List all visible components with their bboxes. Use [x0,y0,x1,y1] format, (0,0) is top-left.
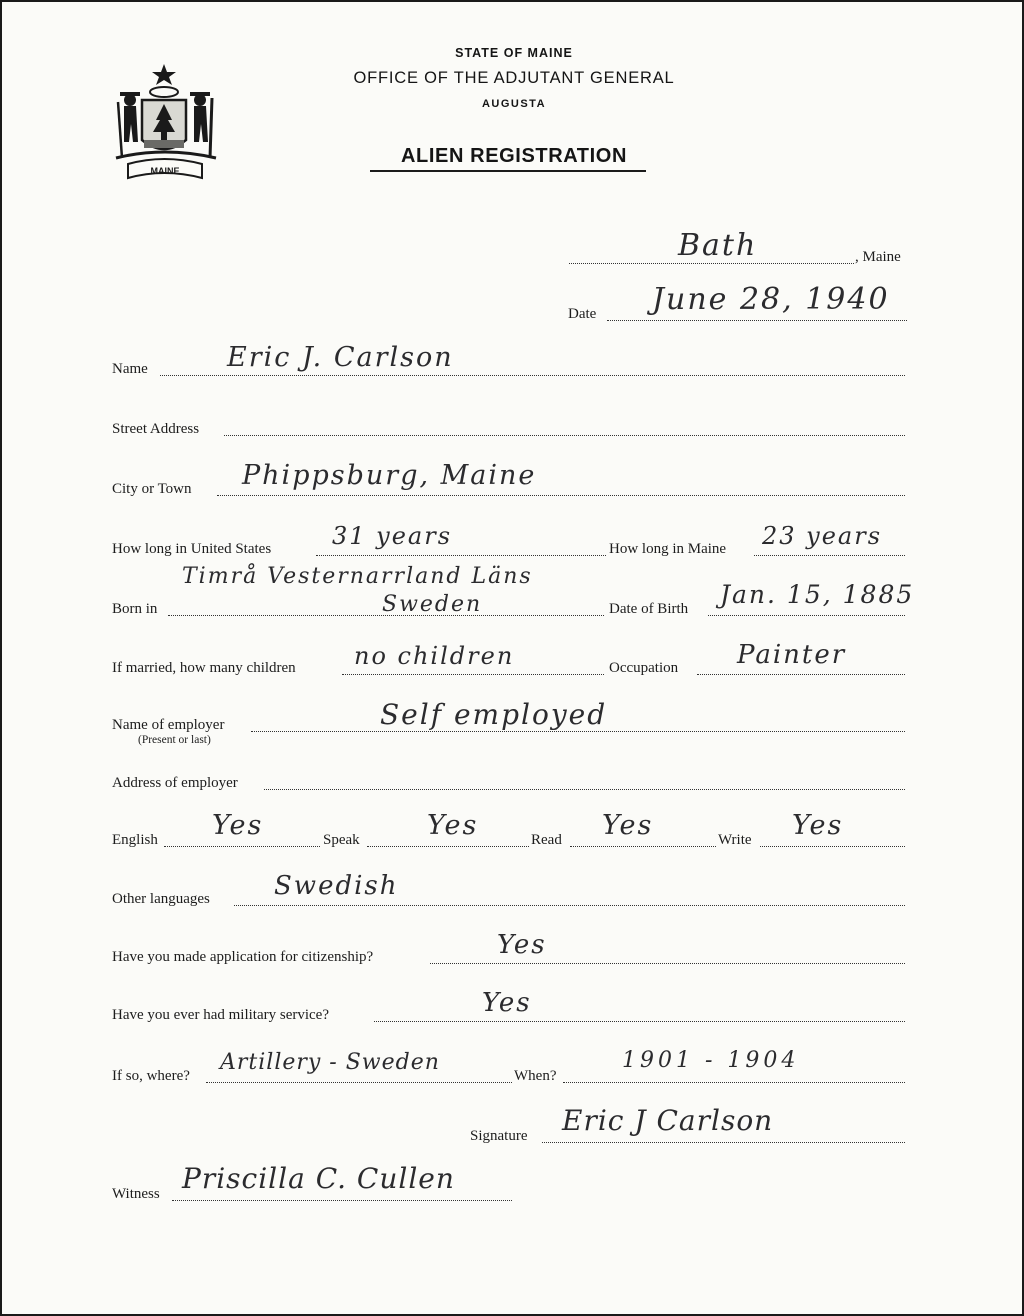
children-label: If married, how many children [112,660,296,676]
maine-label: , Maine [855,249,901,265]
signature-label: Signature [470,1128,528,1144]
when-label: When? [514,1068,557,1084]
years-maine-value: 23 years [762,522,883,550]
speak-label: Speak [323,832,360,848]
military-line [374,1021,905,1022]
children-line [342,674,604,675]
years-us-label: How long in United States [112,541,272,557]
read-line [570,846,716,847]
english-line [164,846,320,847]
occupation-label: Occupation [609,660,679,676]
years-us-line [316,555,606,556]
date-value: June 28, 1940 [652,282,890,317]
occupation-value: Painter [737,640,847,670]
citizenship-label: Have you made application for citizenship? [112,949,374,965]
english-label: English [112,832,158,848]
employer-note: (Present or last) [138,734,211,746]
speak-line [367,846,529,847]
city-label: City or Town [112,481,192,497]
witness-value: Priscilla C. Cullen [182,1162,455,1195]
write-line [760,846,905,847]
name-label: Name [112,361,148,377]
other-languages-value: Swedish [274,871,399,901]
employer-address-label: Address of employer [112,775,238,791]
city-line [217,495,905,496]
employer-address-line [264,789,905,790]
years-us-value: 31 years [332,522,453,550]
citizenship-line [430,963,905,964]
city-value: Phippsburg, Maine [242,460,537,491]
street-address-label: Street Address [112,421,200,437]
dob-label: Date of Birth [609,601,689,617]
name-line [160,375,905,376]
dob-value: Jan. 15, 1885 [720,580,915,609]
seal-motto: MAINE [150,166,180,176]
where-value: Artillery - Sweden [220,1050,440,1075]
header-office: OFFICE OF THE ADJUTANT GENERAL [353,69,675,87]
read-label: Read [531,832,562,848]
place-value: Bath [678,228,758,263]
write-value: Yes [792,810,844,841]
years-maine-label: How long in Maine [609,541,727,557]
name-value: Eric J. Carlson [227,342,454,373]
date-line [607,320,907,321]
children-value: no children [354,642,515,670]
form-title: ALIEN REGISTRATION [401,145,627,167]
signature-line [542,1142,905,1143]
witness-label: Witness [112,1186,160,1202]
write-label: Write [718,832,752,848]
employer-value: Self employed [380,698,608,731]
title-underline [370,170,646,172]
witness-line [172,1200,512,1201]
where-line [206,1082,512,1083]
employer-label: Name of employer [112,717,225,733]
dob-line [708,615,905,616]
where-label: If so, where? [112,1068,190,1084]
english-value: Yes [212,810,264,841]
birthplace-line1: Timrå Vesternarrland Läns [182,564,533,589]
birthplace-line2: Sweden [382,592,483,617]
born-in-label: Born in [112,601,158,617]
header-state: STATE OF MAINE [455,46,573,60]
military-value: Yes [482,988,532,1018]
other-languages-label: Other languages [112,891,210,907]
when-value: 1901 - 1904 [622,1048,800,1073]
years-maine-line [754,555,905,556]
read-value: Yes [602,810,654,841]
speak-value: Yes [427,810,479,841]
street-address-line [224,435,905,436]
occupation-line [697,674,905,675]
when-line [563,1082,905,1083]
place-line [569,263,854,264]
header-city: AUGUSTA [481,98,547,110]
other-languages-line [234,905,905,906]
date-label: Date [568,306,597,322]
employer-line [251,731,905,732]
signature-value: Eric J Carlson [562,1104,774,1137]
military-label: Have you ever had military service? [112,1007,329,1023]
citizenship-value: Yes [497,930,547,960]
